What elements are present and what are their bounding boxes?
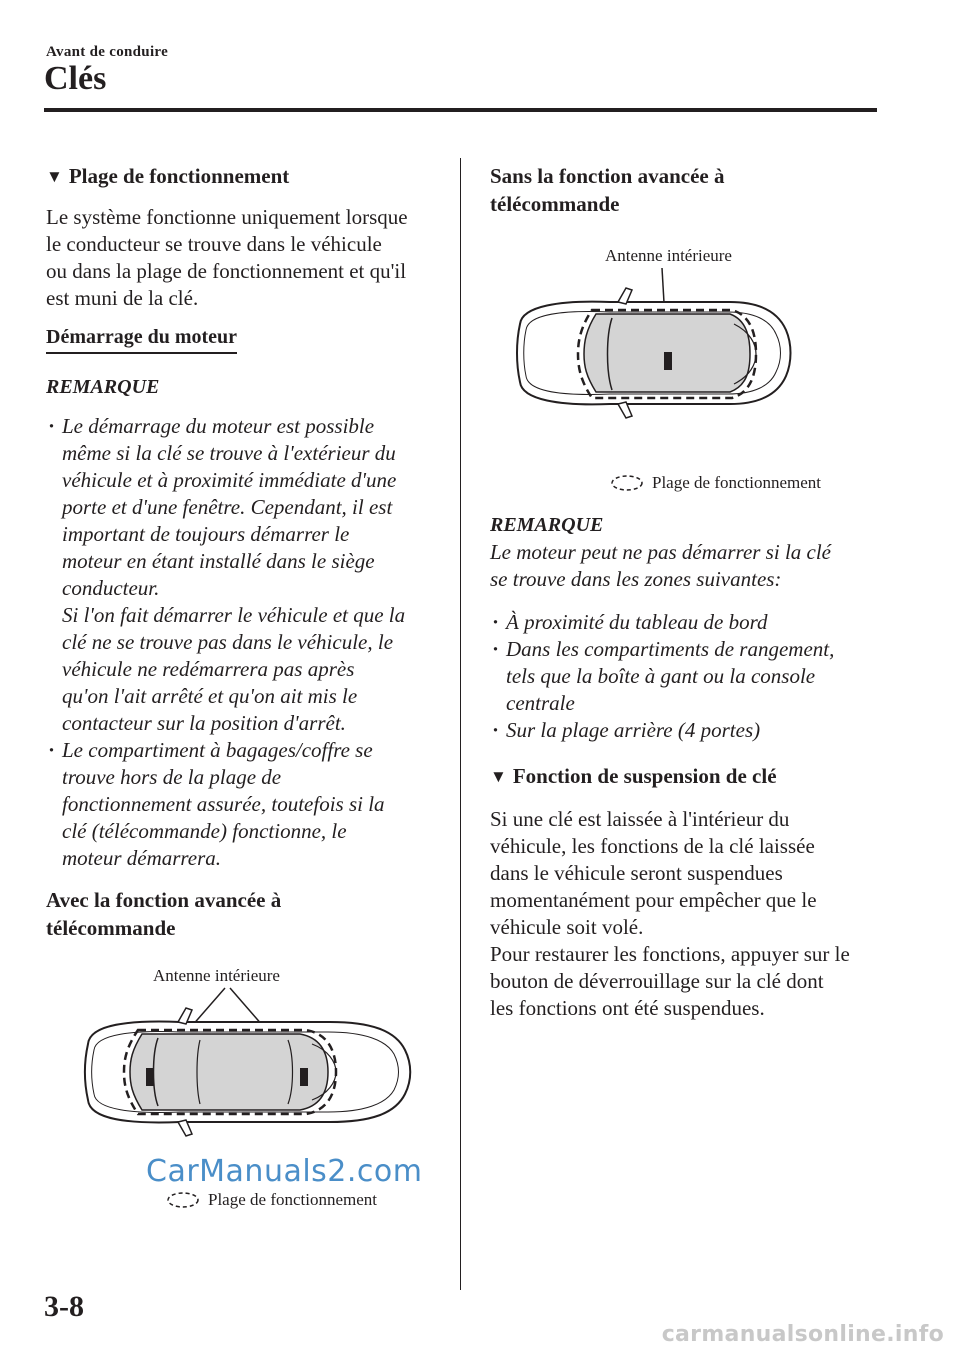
list-line: Si l'on fait démarrer le véhicule et que la <box>62 603 406 627</box>
figure-heading-line: télécommande <box>490 192 620 216</box>
car-diagram-basic <box>510 266 800 436</box>
list-line: véhicule ne redémarrera pas après <box>62 657 355 681</box>
dashed-range-icon <box>166 1191 200 1209</box>
list-line: · Le démarrage du moteur est possible <box>62 414 375 438</box>
remark-title: REMARQUE <box>490 514 604 536</box>
column-divider <box>460 158 461 1290</box>
list-item <box>490 717 890 744</box>
list-line: important de toujours démarrer le <box>62 522 350 546</box>
heading-key-suspension <box>490 762 890 792</box>
legend <box>166 1190 377 1210</box>
intro-line: le conducteur se trouve dans le véhicule <box>46 232 382 256</box>
antenna-front <box>146 1068 154 1086</box>
list-line: centrale <box>506 691 575 715</box>
list-line: porte et d'une fenêtre. Cependant, il est <box>62 495 393 519</box>
dashed-range-icon <box>610 474 644 492</box>
list-line: qu'on l'ait arrêté et qu'on ait mis le <box>62 684 358 708</box>
antenna-rear <box>300 1068 308 1086</box>
triangle-marker-icon: ▼ <box>490 767 507 786</box>
cabin-area <box>130 1034 328 1110</box>
legend <box>610 473 821 493</box>
page-title: Clés <box>44 60 107 97</box>
remark-list <box>490 609 890 744</box>
remark-intro-line: Le moteur peut ne pas démarrer si la clé <box>490 540 832 564</box>
paragraph-line: Pour restaurer les fonctions, appuyer sur le <box>490 942 850 966</box>
list-line: même si la clé se trouve à l'extérieur du <box>62 441 396 465</box>
figure-heading-basic <box>490 162 890 218</box>
antenna-label: Antenne intérieure <box>153 966 280 985</box>
header-rule <box>44 108 877 112</box>
list-line: · À proximité du tableau de bord <box>506 610 768 634</box>
watermark: CarManuals2.com <box>146 1154 423 1189</box>
antenna-center <box>664 352 672 370</box>
list-line: clé ne se trouve pas dans le véhicule, le <box>62 630 394 654</box>
antenna-label: Antenne intérieure <box>605 246 732 265</box>
heading-text: Plage de fonctionnement <box>68 164 290 188</box>
list-item <box>46 737 446 872</box>
list-item <box>490 609 890 636</box>
legend-label: Plage de fonctionnement <box>652 473 822 492</box>
intro-line: Le système fonctionne uniquement lorsque <box>46 205 408 229</box>
heading-text: Fonction de suspension de clé <box>512 764 777 788</box>
subheading-engine-start: Démarrage du moteur <box>46 326 237 354</box>
footer-url[interactable]: carmanualsonline.info <box>661 1322 944 1347</box>
list-line: trouve hors de la plage de <box>62 765 282 789</box>
list-line: tels que la boîte à gant ou la console <box>506 664 816 688</box>
remark-intro <box>490 539 890 593</box>
right-column <box>490 160 890 218</box>
list-line: fonctionnement assurée, toutefois si la <box>62 792 385 816</box>
car-diagram-advanced <box>60 984 430 1154</box>
section-label: Avant de conduire <box>46 44 169 60</box>
page-number: 3-8 <box>44 1290 84 1323</box>
paragraph-line: véhicule soit volé. <box>490 915 644 939</box>
legend-label: Plage de fonctionnement <box>208 1190 378 1209</box>
paragraph-line: bouton de déverrouillage sur la clé dont <box>490 969 824 993</box>
list-line: · Dans les compartiments de rangement, <box>506 637 835 661</box>
paragraph-line: momentanément pour empêcher que le <box>490 888 817 912</box>
remark-list <box>46 413 446 872</box>
list-line: contacteur sur la position d'arrêt. <box>62 711 346 735</box>
figure-heading-line: Sans la fonction avancée à <box>490 164 725 188</box>
right-column-lower <box>490 512 890 1022</box>
list-line: moteur démarrera. <box>62 846 222 870</box>
left-column <box>46 160 446 942</box>
remark-title: REMARQUE <box>46 376 160 398</box>
remark-intro-line: se trouve dans les zones suivantes: <box>490 567 782 591</box>
figure-heading-advanced <box>46 886 446 942</box>
list-item <box>490 636 890 717</box>
paragraph-line: les fonctions ont été suspendues. <box>490 996 765 1020</box>
intro-line: est muni de la clé. <box>46 286 199 310</box>
heading-operating-range <box>46 162 446 192</box>
paragraph-line: dans le véhicule seront suspendues <box>490 861 783 885</box>
paragraph-line: Si une clé est laissée à l'intérieur du <box>490 807 790 831</box>
list-line: · Le compartiment à bagages/coffre se <box>62 738 373 762</box>
list-item <box>46 413 446 737</box>
list-line: véhicule et à proximité immédiate d'une <box>62 468 397 492</box>
intro-line: ou dans la plage de fonctionnement et qu'il <box>46 259 407 283</box>
intro-paragraph <box>46 204 446 312</box>
triangle-marker-icon: ▼ <box>46 167 63 186</box>
figure-heading-line: télécommande <box>46 916 176 940</box>
list-line: · Sur la plage arrière (4 portes) <box>506 718 761 742</box>
figure-heading-line: Avec la fonction avancée à <box>46 888 282 912</box>
list-line: conducteur. <box>62 576 160 600</box>
list-line: clé (télécommande) fonctionne, le <box>62 819 347 843</box>
suspension-paragraph <box>490 806 890 1022</box>
list-line: moteur en étant installé dans le siège <box>62 549 375 573</box>
paragraph-line: véhicule, les fonctions de la clé laissée <box>490 834 815 858</box>
